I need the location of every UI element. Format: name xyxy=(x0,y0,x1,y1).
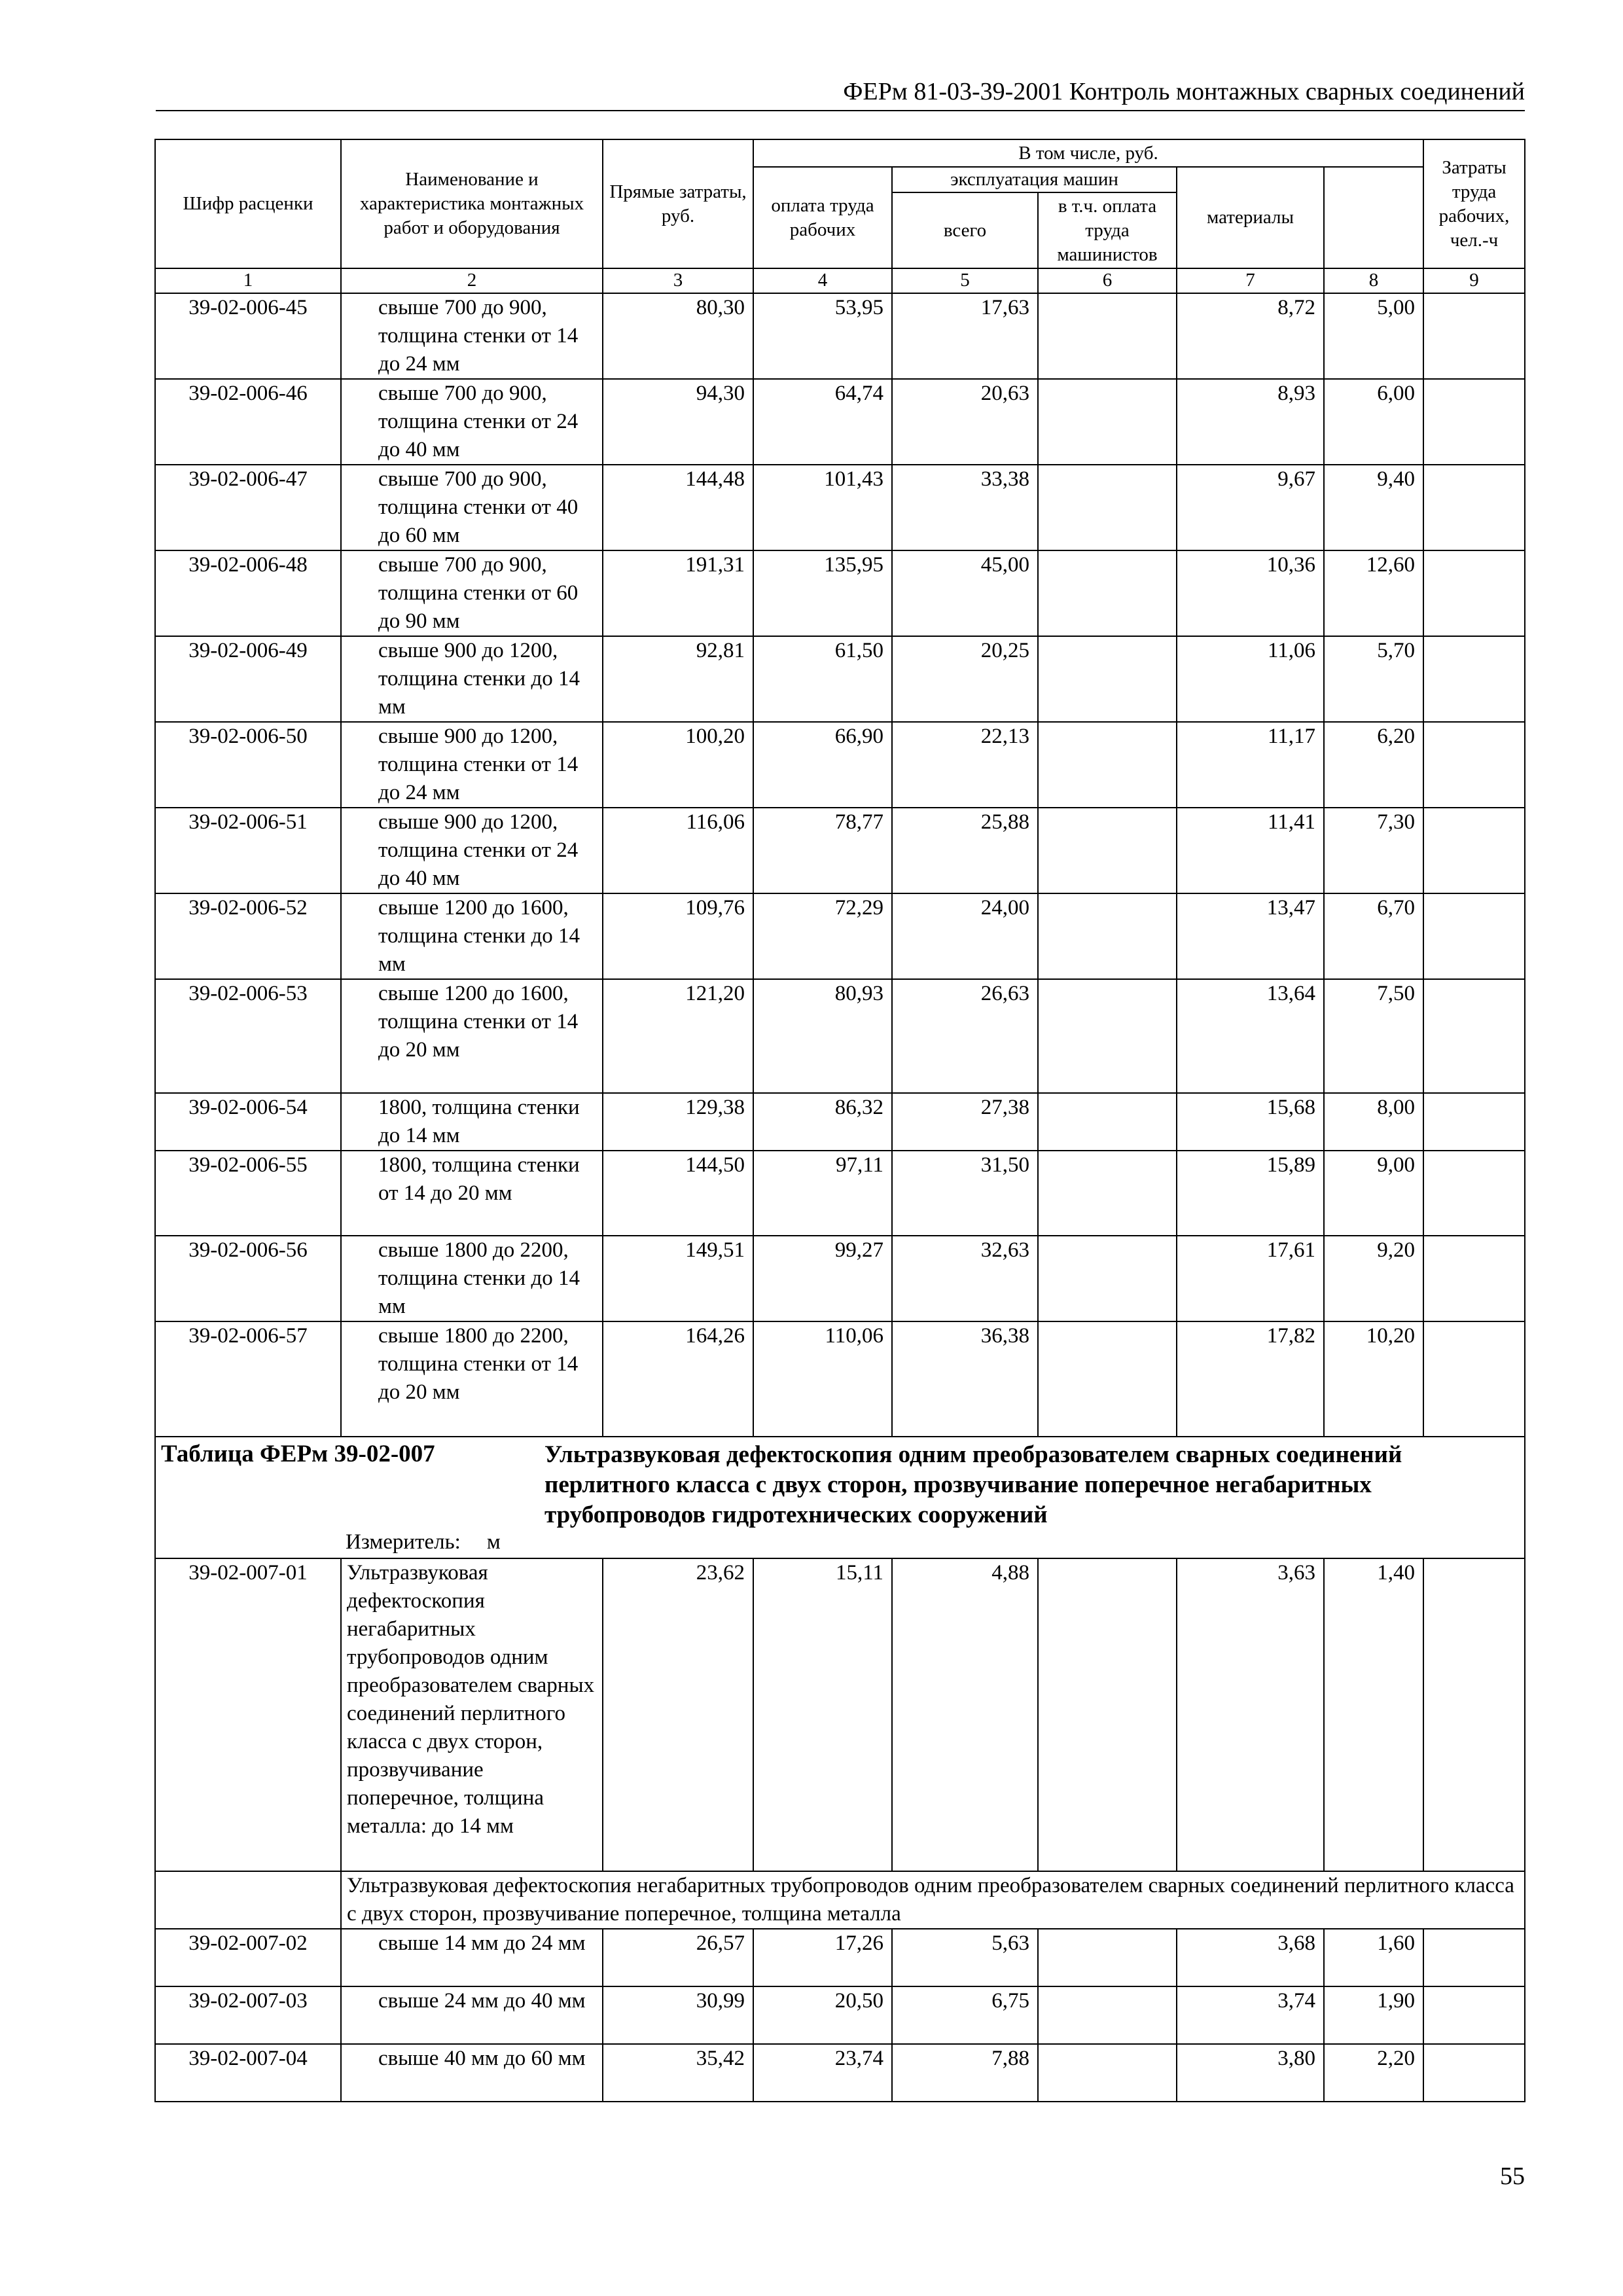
equipment-mass-cell xyxy=(1423,979,1525,1093)
machine-costs-cell: 33,38 xyxy=(892,465,1038,550)
machinists-pay-cell xyxy=(1038,1558,1177,1871)
section-unit xyxy=(346,1528,501,1556)
labor-hours-cell: 9,40 xyxy=(1324,465,1423,550)
materials-cell: 8,72 xyxy=(1177,293,1324,379)
machine-costs-cell: 26,63 xyxy=(892,979,1038,1093)
labor-hours-cell: 5,00 xyxy=(1324,293,1423,379)
header-name: Наименование и характеристика монтажных работ и оборудования xyxy=(341,139,603,268)
table-row xyxy=(155,1093,1525,1151)
table-row xyxy=(155,293,1525,379)
labor-pay-cell: 99,27 xyxy=(753,1236,892,1321)
work-description-cell: 1800, толщина стенки от 14 до 20 мм xyxy=(341,1151,603,1236)
machine-costs-cell: 5,63 xyxy=(892,1929,1038,1986)
column-number: 1 xyxy=(155,268,341,293)
labor-hours-cell: 6,00 xyxy=(1324,379,1423,465)
rate-code-cell: 39-02-006-53 xyxy=(155,979,341,1093)
work-description-cell: свыше 1800 до 2200, толщина стенки от 14 до 20 мм xyxy=(341,1321,603,1437)
rate-code-cell: 39-02-006-56 xyxy=(155,1236,341,1321)
column-number: 6 xyxy=(1038,268,1177,293)
direct-costs-cell: 144,48 xyxy=(603,465,753,550)
table-row xyxy=(155,893,1525,979)
labor-pay-cell: 53,95 xyxy=(753,293,892,379)
rate-code-cell: 39-02-006-46 xyxy=(155,379,341,465)
work-description-cell: свыше 40 мм до 60 мм xyxy=(341,2044,603,2102)
labor-pay-cell: 17,26 xyxy=(753,1929,892,1986)
equipment-mass-cell xyxy=(1423,550,1525,636)
table-row xyxy=(155,550,1525,636)
equipment-mass-cell xyxy=(1423,1986,1525,2044)
equipment-mass-cell xyxy=(1423,1558,1525,1871)
work-description-cell: свыше 1200 до 1600, толщина стенки от 14 до 20 мм xyxy=(341,979,603,1093)
direct-costs-cell: 149,51 xyxy=(603,1236,753,1321)
machinists-pay-cell xyxy=(1038,1236,1177,1321)
note-spacer-cell xyxy=(155,1871,341,1929)
column-number: 5 xyxy=(892,268,1038,293)
materials-cell: 3,68 xyxy=(1177,1929,1324,1986)
direct-costs-cell: 92,81 xyxy=(603,636,753,722)
equipment-mass-cell xyxy=(1423,293,1525,379)
rate-code-cell: 39-02-007-03 xyxy=(155,1986,341,2044)
machinists-pay-cell xyxy=(1038,1929,1177,1986)
machine-costs-cell: 24,00 xyxy=(892,893,1038,979)
labor-pay-cell: 80,93 xyxy=(753,979,892,1093)
machine-costs-cell: 45,00 xyxy=(892,550,1038,636)
table-row xyxy=(155,1929,1525,1986)
labor-hours-cell: 7,50 xyxy=(1324,979,1423,1093)
rate-code-cell: 39-02-006-54 xyxy=(155,1093,341,1151)
labor-pay-cell: 64,74 xyxy=(753,379,892,465)
machinists-pay-cell xyxy=(1038,550,1177,636)
work-description-cell: свыше 900 до 1200, толщина стенки до 14 мм xyxy=(341,636,603,722)
machinists-pay-cell xyxy=(1038,1151,1177,1236)
machine-costs-cell: 32,63 xyxy=(892,1236,1038,1321)
machinists-pay-cell xyxy=(1038,1321,1177,1437)
labor-pay-cell: 66,90 xyxy=(753,722,892,808)
header-rule xyxy=(156,110,1525,111)
work-description-cell: 1800, толщина стенки до 14 мм xyxy=(341,1093,603,1151)
table-row xyxy=(155,722,1525,808)
direct-costs-cell: 191,31 xyxy=(603,550,753,636)
work-description-cell: свыше 700 до 900, толщина стенки от 60 до 90 мм xyxy=(341,550,603,636)
work-description-cell: свыше 900 до 1200, толщина стенки от 24 до 40 мм xyxy=(341,808,603,893)
equipment-mass-cell xyxy=(1423,465,1525,550)
direct-costs-cell: 80,30 xyxy=(603,293,753,379)
materials-cell: 15,68 xyxy=(1177,1093,1324,1151)
work-description-cell: Ультразвуковая дефектоскопия негабаритных трубопроводов одним преобразователем сварных соединений перлитного класса с двух сторон, прозвучивание поперечное, толщина металла: до 14 мм xyxy=(341,1558,603,1871)
machine-costs-cell: 22,13 xyxy=(892,722,1038,808)
machine-costs-cell: 31,50 xyxy=(892,1151,1038,1236)
rate-code-cell: 39-02-007-02 xyxy=(155,1929,341,1986)
column-number-row xyxy=(155,268,1525,293)
header-including: В том числе, руб. xyxy=(753,139,1423,167)
direct-costs-cell: 144,50 xyxy=(603,1151,753,1236)
rate-code-cell: 39-02-006-50 xyxy=(155,722,341,808)
rate-code-cell: 39-02-006-55 xyxy=(155,1151,341,1236)
rate-code-cell: 39-02-006-47 xyxy=(155,465,341,550)
equipment-mass-cell xyxy=(1423,1093,1525,1151)
materials-cell: 15,89 xyxy=(1177,1151,1324,1236)
materials-cell: 3,63 xyxy=(1177,1558,1324,1871)
machinists-pay-cell xyxy=(1038,1093,1177,1151)
table-row xyxy=(155,465,1525,550)
rate-code-cell: 39-02-006-51 xyxy=(155,808,341,893)
labor-hours-cell: 1,40 xyxy=(1324,1558,1423,1871)
labor-hours-cell: 10,20 xyxy=(1324,1321,1423,1437)
labor-pay-cell: 61,50 xyxy=(753,636,892,722)
machinists-pay-cell xyxy=(1038,2044,1177,2102)
work-description-cell: свыше 24 мм до 40 мм xyxy=(341,1986,603,2044)
materials-cell: 13,47 xyxy=(1177,893,1324,979)
column-number: 9 xyxy=(1423,268,1525,293)
note-row xyxy=(155,1871,1525,1929)
labor-hours-cell: 5,70 xyxy=(1324,636,1423,722)
header-labor-cost: Затраты труда рабочих, чел.-ч xyxy=(1423,139,1525,268)
page-number: 55 xyxy=(1500,2162,1525,2190)
materials-cell: 11,17 xyxy=(1177,722,1324,808)
rate-code-cell: 39-02-006-49 xyxy=(155,636,341,722)
header-materials: материалы xyxy=(1177,167,1324,268)
labor-hours-cell: 9,00 xyxy=(1324,1151,1423,1236)
labor-pay-cell: 15,11 xyxy=(753,1558,892,1871)
direct-costs-cell: 23,62 xyxy=(603,1558,753,1871)
materials-cell: 13,64 xyxy=(1177,979,1324,1093)
equipment-mass-cell xyxy=(1423,1151,1525,1236)
direct-costs-cell: 100,20 xyxy=(603,722,753,808)
work-description-cell: свыше 1800 до 2200, толщина стенки до 14 мм xyxy=(341,1236,603,1321)
direct-costs-cell: 26,57 xyxy=(603,1929,753,1986)
materials-cell: 3,74 xyxy=(1177,1986,1324,2044)
section-description: Ультразвуковая дефектоскопия одним преобразователем сварных соединений перлитного класса с двух сторон, прозвучивание поперечное негабаритных трубопроводов гидротехнических сооружений xyxy=(544,1441,1402,1528)
table-row xyxy=(155,1558,1525,1871)
machinists-pay-cell xyxy=(1038,808,1177,893)
table-row xyxy=(155,2044,1525,2102)
header-machines-total: всего xyxy=(892,192,1038,268)
machine-costs-cell: 17,63 xyxy=(892,293,1038,379)
page-header-title: ФЕРм 81-03-39-2001 Контроль монтажных сварных соединений xyxy=(843,78,1525,105)
work-description-cell: свыше 900 до 1200, толщина стенки от 14 до 24 мм xyxy=(341,722,603,808)
rate-code-cell: 39-02-006-52 xyxy=(155,893,341,979)
labor-hours-cell: 6,70 xyxy=(1324,893,1423,979)
labor-hours-cell: 7,30 xyxy=(1324,808,1423,893)
materials-cell: 17,82 xyxy=(1177,1321,1324,1437)
machinists-pay-cell xyxy=(1038,722,1177,808)
column-number: 2 xyxy=(341,268,603,293)
machinists-pay-cell xyxy=(1038,636,1177,722)
header-code: Шифр расценки xyxy=(155,139,341,268)
labor-hours-cell: 1,90 xyxy=(1324,1986,1423,2044)
column-number: 4 xyxy=(753,268,892,293)
labor-pay-cell: 86,32 xyxy=(753,1093,892,1151)
materials-cell: 11,06 xyxy=(1177,636,1324,722)
machine-costs-cell: 25,88 xyxy=(892,808,1038,893)
rate-code-cell: 39-02-007-01 xyxy=(155,1558,341,1871)
equipment-mass-cell xyxy=(1423,2044,1525,2102)
labor-hours-cell: 6,20 xyxy=(1324,722,1423,808)
equipment-mass-cell xyxy=(1423,1929,1525,1986)
unit-value: м xyxy=(486,1530,501,1554)
materials-cell: 9,67 xyxy=(1177,465,1324,550)
rate-code-cell: 39-02-006-45 xyxy=(155,293,341,379)
machine-costs-cell: 20,63 xyxy=(892,379,1038,465)
direct-costs-cell: 116,06 xyxy=(603,808,753,893)
materials-cell: 11,41 xyxy=(1177,808,1324,893)
header-direct-costs: Прямые затраты, руб. xyxy=(603,139,753,268)
direct-costs-cell: 164,26 xyxy=(603,1321,753,1437)
labor-pay-cell: 101,43 xyxy=(753,465,892,550)
machine-costs-cell: 36,38 xyxy=(892,1321,1038,1437)
rate-code-cell: 39-02-006-57 xyxy=(155,1321,341,1437)
machine-costs-cell: 4,88 xyxy=(892,1558,1038,1871)
machine-costs-cell: 27,38 xyxy=(892,1093,1038,1151)
labor-pay-cell: 72,29 xyxy=(753,893,892,979)
direct-costs-cell: 121,20 xyxy=(603,979,753,1093)
table-row xyxy=(155,1321,1525,1437)
equipment-mass-cell xyxy=(1423,893,1525,979)
labor-pay-cell: 20,50 xyxy=(753,1986,892,2044)
labor-hours-cell: 12,60 xyxy=(1324,550,1423,636)
labor-pay-cell: 23,74 xyxy=(753,2044,892,2102)
header-machinists-pay: в т.ч. оплата труда машинистов xyxy=(1038,192,1177,268)
materials-cell: 8,93 xyxy=(1177,379,1324,465)
machinists-pay-cell xyxy=(1038,465,1177,550)
work-description-cell: свыше 700 до 900, толщина стенки от 24 до 40 мм xyxy=(341,379,603,465)
equipment-mass-cell xyxy=(1423,808,1525,893)
labor-pay-cell: 110,06 xyxy=(753,1321,892,1437)
table-row xyxy=(155,979,1525,1093)
section-header-row xyxy=(155,1437,1525,1558)
equipment-mass-cell xyxy=(1423,1321,1525,1437)
table-row xyxy=(155,379,1525,465)
machinists-pay-cell xyxy=(1038,1986,1177,2044)
machine-costs-cell: 7,88 xyxy=(892,2044,1038,2102)
equipment-mass-cell xyxy=(1423,636,1525,722)
labor-pay-cell: 97,11 xyxy=(753,1151,892,1236)
labor-hours-cell: 1,60 xyxy=(1324,1929,1423,1986)
rate-code-cell: 39-02-007-04 xyxy=(155,2044,341,2102)
column-number: 3 xyxy=(603,268,753,293)
direct-costs-cell: 109,76 xyxy=(603,893,753,979)
equipment-mass-cell xyxy=(1423,379,1525,465)
materials-cell: 3,80 xyxy=(1177,2044,1324,2102)
work-description-cell: свыше 14 мм до 24 мм xyxy=(341,1929,603,1986)
column-number: 7 xyxy=(1177,268,1324,293)
materials-cell: 17,61 xyxy=(1177,1236,1324,1321)
direct-costs-cell: 94,30 xyxy=(603,379,753,465)
machinists-pay-cell xyxy=(1038,893,1177,979)
price-table xyxy=(154,139,1525,2102)
header-labor-pay: оплата труда рабочих xyxy=(753,167,892,268)
table-row xyxy=(155,1151,1525,1236)
header-machine-operation: эксплуатация машин xyxy=(892,167,1177,192)
materials-cell: 10,36 xyxy=(1177,550,1324,636)
machinists-pay-cell xyxy=(1038,979,1177,1093)
labor-pay-cell: 135,95 xyxy=(753,550,892,636)
column-number: 8 xyxy=(1324,268,1423,293)
table-row xyxy=(155,808,1525,893)
section-table-title: Таблица ФЕРм 39-02-007 xyxy=(161,1441,435,1467)
labor-pay-cell: 78,77 xyxy=(753,808,892,893)
table-row xyxy=(155,636,1525,722)
rate-code-cell: 39-02-006-48 xyxy=(155,550,341,636)
work-description-cell: свыше 1200 до 1600, толщина стенки до 14 мм xyxy=(341,893,603,979)
direct-costs-cell: 30,99 xyxy=(603,1986,753,2044)
machine-costs-cell: 20,25 xyxy=(892,636,1038,722)
equipment-mass-cell xyxy=(1423,1236,1525,1321)
labor-hours-cell: 9,20 xyxy=(1324,1236,1423,1321)
machine-costs-cell: 6,75 xyxy=(892,1986,1038,2044)
labor-hours-cell: 8,00 xyxy=(1324,1093,1423,1151)
work-description-cell: свыше 700 до 900, толщина стенки от 14 до 24 мм xyxy=(341,293,603,379)
labor-hours-cell: 2,20 xyxy=(1324,2044,1423,2102)
note-text: Ультразвуковая дефектоскопия негабаритных трубопроводов одним преобразователем сварных соединений перлитного класса с двух сторон, прозвучивание поперечное, толщина металла xyxy=(341,1871,1525,1929)
machinists-pay-cell xyxy=(1038,379,1177,465)
table-row xyxy=(155,1986,1525,2044)
equipment-mass-cell xyxy=(1423,722,1525,808)
direct-costs-cell: 35,42 xyxy=(603,2044,753,2102)
work-description-cell: свыше 700 до 900, толщина стенки от 40 до 60 мм xyxy=(341,465,603,550)
unit-label: Измеритель: xyxy=(346,1530,461,1554)
table-row xyxy=(155,1236,1525,1321)
machinists-pay-cell xyxy=(1038,293,1177,379)
direct-costs-cell: 129,38 xyxy=(603,1093,753,1151)
